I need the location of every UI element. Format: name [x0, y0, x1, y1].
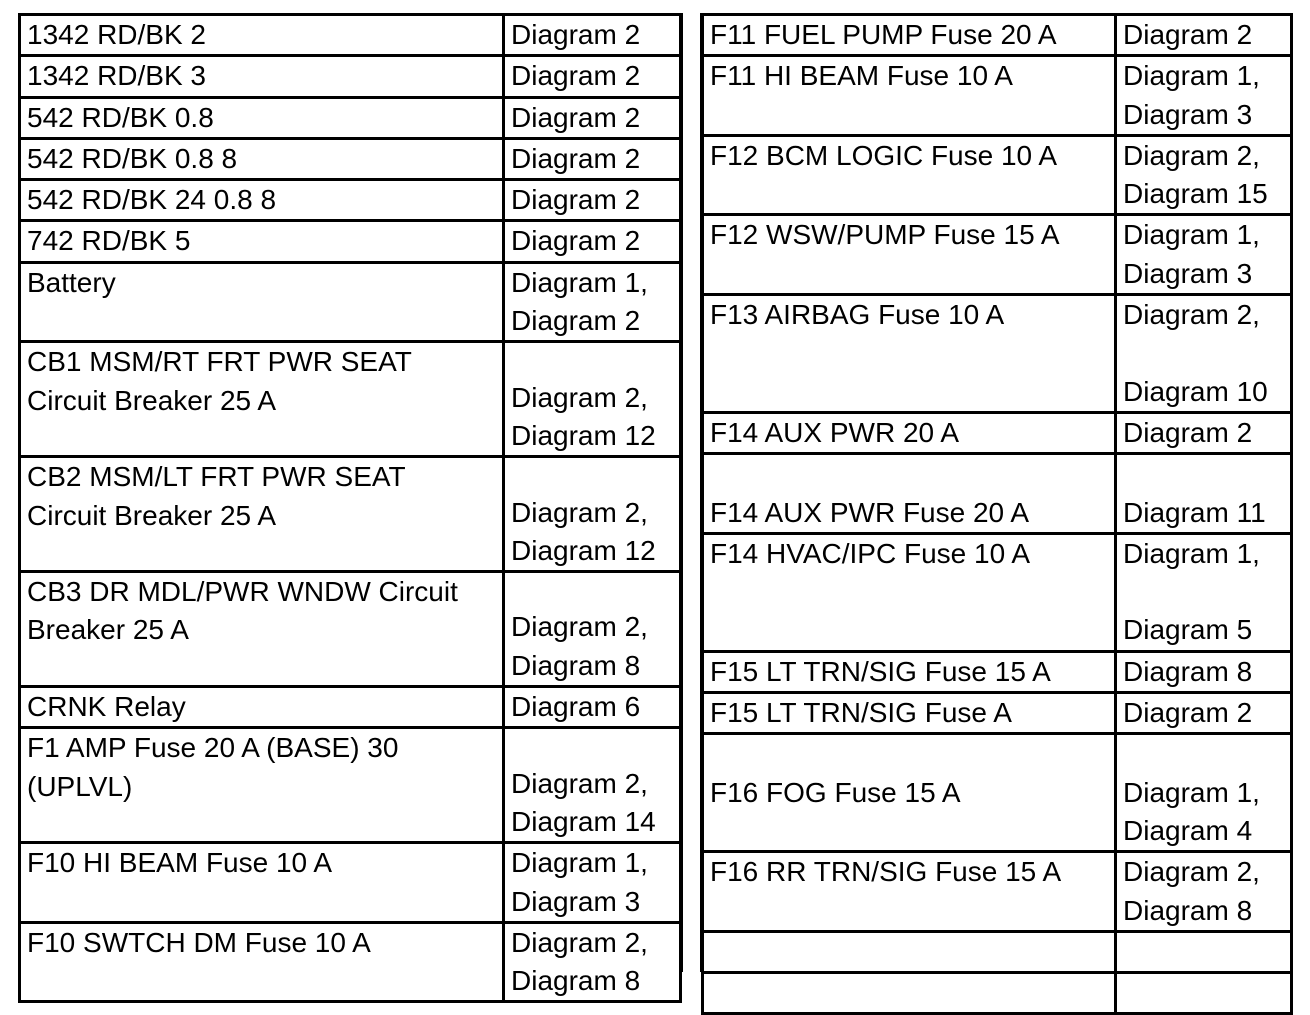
table-row: [20, 221, 681, 262]
component-cell: [703, 852, 1116, 932]
component-cell: [20, 843, 504, 923]
diagram-ref-cell: [1116, 533, 1292, 651]
diagram-ref-text: Diagram 2,: [1123, 299, 1260, 331]
table-row: [703, 533, 1292, 651]
diagram-ref-cell: [1116, 693, 1292, 734]
component-cell: [703, 56, 1116, 136]
table-row: [20, 728, 681, 843]
diagram-ref-text: Diagram 4: [1123, 814, 1253, 846]
table-row: [703, 135, 1292, 215]
component-text: F16 FOG Fuse 15 A: [710, 776, 961, 808]
component-text: F12 BCM LOGIC Fuse 10 A: [710, 139, 1058, 171]
diagram-ref-text: Diagram 2,: [511, 926, 648, 958]
component-text: CB1 MSM/RT FRT PWR SEAT: [27, 346, 412, 378]
component-cell: [20, 221, 504, 262]
table-row: [703, 651, 1292, 692]
component-cell: [703, 651, 1116, 692]
component-text: F14 HVAC/IPC Fuse 10 A: [710, 537, 1031, 569]
table-row: [20, 262, 681, 342]
component-text: F16 RR TRN/SIG Fuse 15 A: [710, 856, 1062, 888]
component-text: F15 LT TRN/SIG Fuse 15 A: [710, 655, 1051, 687]
component-text: [710, 933, 1114, 971]
component-text: Circuit Breaker 25 A: [27, 384, 276, 416]
component-text: [710, 974, 1114, 1012]
component-cell: [20, 922, 504, 1002]
diagram-ref-cell: [1116, 412, 1292, 453]
component-cell: [703, 15, 1116, 56]
diagram-ref-cell: [504, 262, 681, 342]
diagram-ref-text: Diagram 2: [511, 142, 641, 174]
diagram-ref-text: [1123, 334, 1290, 372]
table-row: [703, 215, 1292, 295]
component-cell: [20, 97, 504, 138]
table-row: [703, 56, 1292, 136]
diagram-ref-cell: [504, 457, 681, 572]
diagram-ref-cell: [504, 56, 681, 97]
diagram-ref-text: Diagram 2,: [1123, 856, 1260, 888]
diagram-ref-text: Diagram 2,: [511, 381, 648, 413]
diagram-ref-text: Diagram 12: [511, 534, 656, 566]
table-row: [703, 852, 1292, 932]
table-row: [20, 97, 681, 138]
left-index-body: [20, 15, 681, 1002]
component-text: F11 HI BEAM Fuse 10 A: [710, 60, 1013, 92]
diagram-ref-cell: [1116, 295, 1292, 413]
diagram-ref-cell: [1116, 651, 1292, 692]
component-text: CB3 DR MDL/PWR WNDW Circuit: [27, 576, 458, 608]
component-cell: [20, 262, 504, 342]
diagram-ref-text: Diagram 2,: [511, 496, 648, 528]
diagram-ref-text: Diagram 1,: [511, 266, 648, 298]
component-text: 542 RD/BK 0.8: [27, 101, 214, 133]
diagram-ref-text: Diagram 2: [511, 184, 641, 216]
table-row: [20, 138, 681, 179]
diagram-ref-text: Diagram 1,: [1123, 219, 1260, 251]
diagram-ref-text: [1123, 933, 1290, 971]
diagram-ref-cell: [504, 15, 681, 56]
component-cell: [703, 412, 1116, 453]
diagram-ref-text: Diagram 1,: [1123, 776, 1260, 808]
table-row: [20, 843, 681, 923]
right-index-table: [701, 13, 1293, 1015]
diagram-ref-text: Diagram 2: [1123, 19, 1253, 50]
diagram-ref-text: Diagram 8: [1123, 894, 1253, 926]
table-row: [20, 687, 681, 728]
component-cell: [20, 180, 504, 221]
table-row: [20, 922, 681, 1002]
component-cell: [703, 215, 1116, 295]
diagram-ref-cell: [1116, 734, 1292, 852]
component-text: 542 RD/BK 0.8 8: [27, 142, 238, 174]
diagram-ref-text: Diagram 6: [511, 691, 641, 723]
diagram-ref-text: Diagram 2,: [1123, 139, 1260, 171]
diagram-ref-cell: [1116, 56, 1292, 136]
diagram-ref-cell: [1116, 931, 1292, 972]
component-text: 1342 RD/BK 2: [27, 19, 206, 50]
component-text: Battery: [27, 266, 116, 298]
component-text: F11 FUEL PUMP Fuse 20 A: [710, 19, 1057, 50]
column-divider-left: [680, 13, 683, 972]
diagram-ref-text: Diagram 5: [1123, 614, 1253, 646]
component-text: 542 RD/BK 24 0.8 8: [27, 184, 277, 216]
diagram-ref-text: Diagram 8: [511, 965, 641, 997]
diagram-ref-text: Diagram 14: [511, 805, 656, 837]
component-text: F15 LT TRN/SIG Fuse A: [710, 697, 1012, 729]
diagram-ref-text: Diagram 8: [1123, 655, 1253, 687]
diagram-ref-text: Diagram 3: [1123, 98, 1253, 130]
diagram-ref-text: Diagram 3: [511, 885, 641, 917]
component-cell: [20, 56, 504, 97]
diagram-ref-cell: [1116, 852, 1292, 932]
component-cell: [20, 15, 504, 56]
table-row: [20, 180, 681, 221]
diagram-ref-text: Diagram 2: [511, 19, 641, 50]
component-cell: [703, 533, 1116, 651]
diagram-ref-text: Diagram 8: [511, 649, 641, 681]
component-cell: [20, 728, 504, 843]
component-cell: [20, 572, 504, 687]
component-cell: [703, 693, 1116, 734]
component-text: 742 RD/BK 5: [27, 225, 191, 257]
table-row: [703, 295, 1292, 413]
diagram-ref-text: Diagram 11: [1123, 496, 1266, 528]
component-cell: [703, 734, 1116, 852]
right-index-body: [703, 15, 1292, 1014]
table-row: [703, 734, 1292, 852]
diagram-ref-cell: [1116, 973, 1292, 1014]
component-cell: [20, 138, 504, 179]
table-row: [20, 15, 681, 56]
diagram-ref-text: Diagram 2: [511, 305, 641, 337]
table-row: [20, 572, 681, 687]
diagram-ref-text: Diagram 15: [1123, 178, 1268, 210]
component-text: [710, 735, 1114, 773]
component-text: [710, 455, 1114, 493]
diagram-ref-text: Diagram 1,: [1123, 60, 1260, 92]
diagram-ref-cell: [1116, 15, 1292, 56]
left-index-table: [18, 13, 682, 1003]
diagram-ref-cell: [504, 687, 681, 728]
diagram-ref-text: [1123, 735, 1290, 773]
component-cell: [20, 457, 504, 572]
diagram-ref-text: Diagram 1,: [1123, 537, 1260, 569]
diagram-ref-text: Diagram 2: [511, 60, 641, 92]
diagram-ref-cell: [504, 572, 681, 687]
table-row: [703, 931, 1292, 972]
component-text: 1342 RD/BK 3: [27, 60, 206, 92]
component-text: F10 HI BEAM Fuse 10 A: [27, 847, 333, 879]
diagram-ref-text: Diagram 10: [1123, 375, 1268, 407]
table-row: [703, 693, 1292, 734]
component-text: Breaker 25 A: [27, 614, 189, 646]
component-text: CB2 MSM/LT FRT PWR SEAT: [27, 461, 406, 493]
component-cell: [20, 687, 504, 728]
component-text: F14 AUX PWR Fuse 20 A: [710, 496, 1030, 528]
diagram-ref-text: Diagram 2: [1123, 697, 1253, 729]
component-text: F12 WSW/PUMP Fuse 15 A: [710, 219, 1060, 251]
component-cell: [703, 931, 1116, 972]
diagram-ref-cell: [504, 922, 681, 1002]
diagram-ref-cell: [504, 180, 681, 221]
component-text: Circuit Breaker 25 A: [27, 499, 276, 531]
table-row: [20, 342, 681, 457]
diagram-ref-cell: [1116, 215, 1292, 295]
diagram-ref-cell: [504, 221, 681, 262]
diagram-ref-text: Diagram 2,: [511, 767, 648, 799]
diagram-ref-text: Diagram 1,: [511, 847, 648, 879]
component-text: CRNK Relay: [27, 691, 186, 723]
component-cell: [703, 454, 1116, 534]
diagram-ref-text: [1123, 974, 1290, 1012]
diagram-ref-cell: [504, 342, 681, 457]
table-row: [20, 56, 681, 97]
table-row: [703, 454, 1292, 534]
diagram-ref-cell: [504, 138, 681, 179]
table-row: [703, 15, 1292, 56]
diagram-ref-text: [1123, 573, 1290, 611]
diagram-ref-text: Diagram 3: [1123, 257, 1253, 289]
table-row: [20, 457, 681, 572]
diagram-ref-text: Diagram 2,: [511, 611, 648, 643]
diagram-ref-text: Diagram 2: [511, 225, 641, 257]
component-cell: [703, 973, 1116, 1014]
component-cell: [703, 135, 1116, 215]
diagram-ref-text: [1123, 455, 1290, 493]
component-cell: [20, 342, 504, 457]
table-row: [703, 412, 1292, 453]
diagram-ref-text: Diagram 2: [511, 101, 641, 133]
diagram-ref-cell: [504, 728, 681, 843]
diagram-ref-cell: [1116, 454, 1292, 534]
component-text: (UPLVL): [27, 770, 133, 802]
diagram-ref-text: Diagram 12: [511, 419, 656, 451]
component-text: F10 SWTCH DM Fuse 10 A: [27, 926, 371, 958]
diagram-ref-text: Diagram 2: [1123, 416, 1253, 448]
component-text: F13 AIRBAG Fuse 10 A: [710, 299, 1005, 331]
component-text: F1 AMP Fuse 20 A (BASE) 30: [27, 732, 399, 764]
diagram-ref-cell: [504, 97, 681, 138]
component-text: F14 AUX PWR 20 A: [710, 416, 959, 448]
table-row: [703, 973, 1292, 1014]
component-cell: [703, 295, 1116, 413]
diagram-ref-cell: [1116, 135, 1292, 215]
diagram-ref-cell: [504, 843, 681, 923]
